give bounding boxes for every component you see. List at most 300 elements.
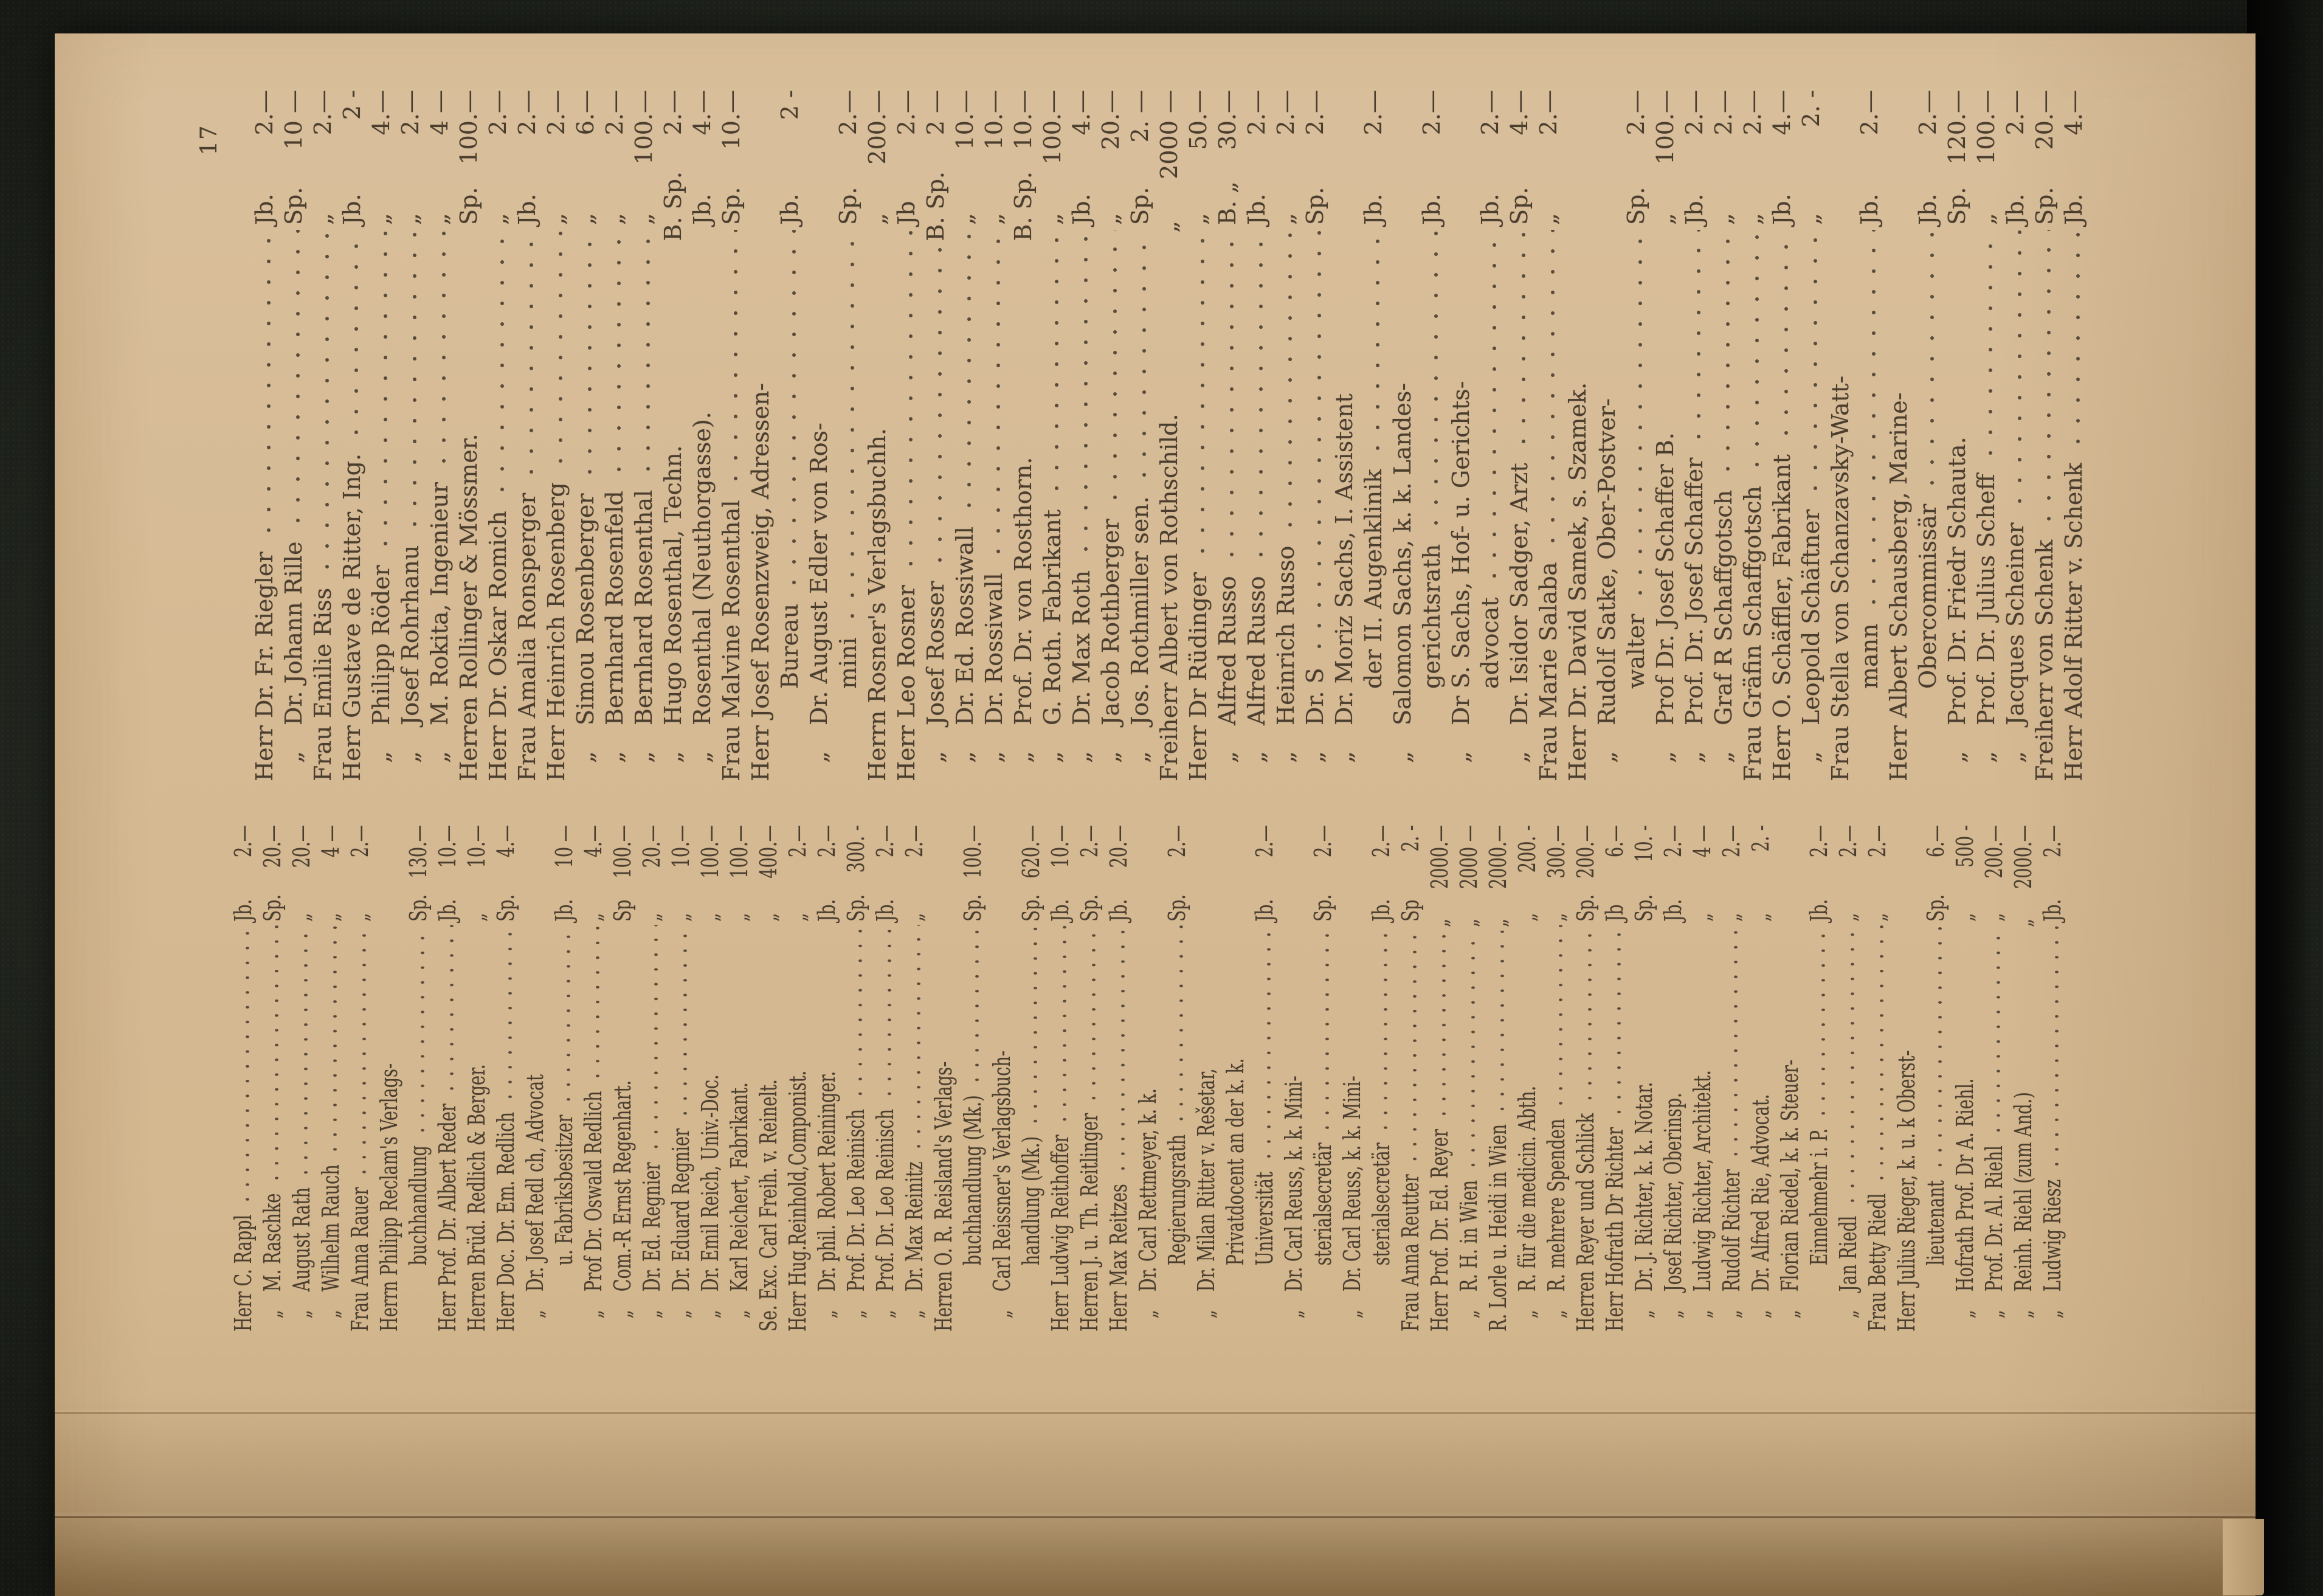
contribution-type: „ — [784, 913, 811, 922]
donor-name: Herr Josef Rosenzweig, Adressen- — [747, 382, 774, 781]
entry-line — [1892, 825, 1921, 1332]
leader-dots — [1396, 925, 1425, 1168]
entry-line — [2038, 825, 2067, 1332]
contribution-type: Jb. — [1856, 193, 1883, 225]
contribution-type: Jb. — [1660, 899, 1686, 922]
donor-name: sterialsecretär — [1368, 1142, 1395, 1266]
amount: 10 — — [280, 90, 307, 150]
amount: 620.— — [1018, 825, 1044, 879]
leader-dots — [688, 230, 717, 403]
donor-name: Herr Ludwig Reithoffer — [1047, 1135, 1074, 1332]
page-fold-crease — [55, 1412, 2256, 1414]
amount: 2.— — [230, 825, 257, 858]
amount: 20.— — [638, 825, 665, 868]
amount: 2.— — [347, 825, 373, 858]
contribution-type: Jb. — [1105, 899, 1132, 922]
amount: 4.— — [492, 825, 519, 858]
contribution-type: „ — [726, 913, 753, 922]
entry-line — [958, 825, 987, 1332]
donor-name: Philipp Röder — [368, 565, 395, 725]
contribution-type: Jb. — [230, 899, 257, 922]
ditto-mark: „ — [1710, 751, 1737, 763]
entry-line — [637, 825, 666, 1332]
amount: 4.— — [580, 825, 607, 858]
leader-dots — [1600, 925, 1629, 1121]
amount: 2.— — [601, 90, 628, 136]
contribution-type: B. Sp. — [922, 171, 949, 241]
leader-dots — [637, 925, 666, 1156]
leader-dots — [1446, 95, 1476, 373]
donor-name: Salomon Sachs, k. k. Landes- — [1389, 382, 1416, 725]
leader-dots — [1096, 230, 1125, 510]
donor-name: Freiherr von Schenk — [2031, 539, 2058, 781]
donor-name: Alfred Russo — [1243, 576, 1270, 725]
donor-name: Dr. J. Richter, k. k. Notar. — [1631, 1082, 1657, 1292]
page-number: 17 — [196, 124, 222, 156]
contribution-type: „ — [755, 913, 782, 922]
entry-line — [542, 90, 571, 781]
entry-line — [1221, 825, 1250, 1332]
entry-line — [1534, 90, 1563, 781]
amount: 4.— — [368, 90, 395, 136]
contribution-type: „ — [1747, 913, 1774, 922]
contribution-type: „ — [1097, 213, 1124, 225]
entry-line — [1980, 825, 2009, 1332]
leader-dots — [1592, 95, 1621, 390]
leader-dots — [2059, 230, 2088, 454]
contribution-type: Jb. — [1418, 193, 1445, 225]
contribution-type: Sp. — [1922, 894, 1949, 922]
leader-dots — [921, 246, 950, 573]
ditto-mark: „ — [368, 751, 395, 763]
entry-line — [1717, 825, 1746, 1332]
amount: 4.— — [1506, 90, 1533, 136]
entry-line — [1155, 90, 1184, 781]
entry-line — [608, 825, 637, 1332]
leader-dots — [1513, 925, 1542, 1079]
entry-line — [579, 825, 608, 1332]
amount: 6.— — [1601, 825, 1628, 858]
amount: 20.— — [1097, 90, 1124, 150]
entry-line — [1271, 90, 1300, 781]
amount: 2.— — [1272, 90, 1299, 136]
contribution-type: Jb. — [514, 193, 540, 225]
donor-name: Frau Gräfin Schaffgotsch — [1739, 486, 1766, 781]
ditto-mark: „ — [280, 751, 307, 763]
donor-name: advocat — [1477, 597, 1503, 689]
leader-dots — [979, 230, 1009, 564]
ditto-mark: „ — [2010, 1310, 2037, 1319]
donor-name: Jan Riedl — [1835, 1215, 1862, 1292]
donor-name: Dr. Isidor Sadger, Arzt — [1506, 463, 1533, 725]
entry-line — [950, 90, 979, 781]
leader-dots — [629, 230, 658, 482]
entry-line — [658, 90, 688, 781]
amount: 500 - — [1952, 825, 1978, 868]
entry-line — [1542, 825, 1571, 1332]
donor-name: Bureau — [776, 603, 803, 689]
contribution-type: „ — [1981, 913, 2007, 922]
entry-line — [279, 90, 308, 781]
leader-dots — [900, 925, 929, 1155]
entry-line — [462, 825, 491, 1332]
entry-line — [2001, 90, 2030, 781]
contribution-type: „ — [2010, 918, 2037, 927]
entry-line — [1513, 825, 1542, 1332]
entry-line — [754, 825, 783, 1332]
donor-name: Prof. Dr. Leo Reinisch — [872, 1108, 899, 1292]
entry-line — [1563, 90, 1592, 781]
contribution-type: Jb. — [2039, 899, 2066, 922]
leader-dots — [1942, 230, 1972, 428]
entry-line — [1913, 90, 1942, 781]
entry-line — [725, 825, 754, 1332]
entry-line — [550, 825, 579, 1332]
ditto-mark: „ — [1652, 751, 1679, 763]
contribution-type: Jb. — [1477, 193, 1503, 225]
leader-dots — [1242, 230, 1271, 567]
entry-line — [1826, 90, 1855, 781]
leader-dots — [600, 230, 629, 482]
leader-dots — [367, 230, 396, 556]
donor-name: Herr Albert Schausberg, Marine- — [1885, 392, 1912, 781]
leader-dots — [1279, 829, 1308, 1070]
amount: 2.— — [1310, 825, 1336, 858]
donor-name: Frau Emilie Riss — [309, 587, 336, 781]
leader-dots — [1067, 230, 1096, 562]
entry-line — [1425, 825, 1454, 1332]
contribution-type: Jb. — [551, 899, 578, 922]
amount: 4 — — [426, 90, 453, 136]
donor-name: handlung (Mk.) — [1018, 1136, 1044, 1266]
ditto-mark: „ — [1593, 751, 1620, 763]
contribution-type: Jb. — [1368, 899, 1395, 922]
ditto-mark: „ — [1776, 1310, 1803, 1319]
ditto-mark: „ — [1835, 1310, 1862, 1319]
leader-dots — [725, 925, 754, 1076]
donor-name: R. Lorle u. Heidi in Wien — [1485, 1124, 1511, 1332]
amount: 10 — — [551, 825, 578, 868]
donor-name: Frau Malvine Rosenthal — [718, 500, 745, 781]
contribution-type: Jb — [893, 201, 920, 225]
amount: 2 - — [776, 90, 803, 120]
entry-line — [812, 825, 841, 1332]
leader-dots — [1950, 925, 1980, 1072]
donor-name: Jacob Rothberger — [1097, 519, 1124, 725]
entry-line — [1038, 90, 1067, 781]
leader-dots — [929, 829, 958, 1055]
leader-dots — [316, 925, 345, 1158]
contribution-type: Sp. — [1631, 894, 1657, 922]
entry-line — [629, 90, 658, 781]
ditto-mark: „ — [951, 751, 978, 763]
entry-line — [1417, 90, 1446, 781]
leader-dots — [775, 230, 804, 595]
entry-line — [1950, 825, 1980, 1332]
donor-name: Dr. Josef Redl ch, Advocat — [522, 1074, 548, 1292]
donor-name: mann — [1856, 623, 1883, 689]
contribution-type: „ — [981, 213, 1007, 225]
entry-line — [1162, 825, 1192, 1332]
amount: 200.— — [1572, 825, 1599, 879]
leader-dots — [1921, 925, 1950, 1174]
ditto-mark: „ — [989, 1310, 1015, 1319]
donor-name: Einnehmehr i. P. — [1806, 1128, 1832, 1266]
entry-line — [1834, 825, 1863, 1332]
leader-dots — [1746, 925, 1775, 1088]
entry-line — [871, 825, 900, 1332]
contribution-type: „ — [485, 213, 511, 225]
contribution-type: Sp. — [405, 894, 432, 922]
entry-line — [404, 825, 433, 1332]
entry-line — [1075, 825, 1104, 1332]
amount: 10. - — [1631, 825, 1657, 863]
entry-line — [921, 90, 950, 781]
leader-dots — [1863, 925, 1892, 1187]
scanned-page-paper — [55, 33, 2256, 1596]
leader-dots — [863, 230, 892, 420]
entry-line — [1738, 90, 1767, 781]
leader-dots — [841, 925, 871, 1102]
entry-line — [1308, 825, 1338, 1332]
donor-name: Herr Dr. Oskar Romich — [485, 511, 511, 781]
amount: 4 — — [1689, 825, 1716, 858]
donor-name: Dr. S — [1302, 668, 1328, 725]
entry-line — [308, 90, 337, 781]
entry-line — [229, 825, 258, 1332]
donor-name: walter — [1623, 613, 1649, 689]
contribution-type: Jb. — [689, 193, 716, 225]
amount: 6.— — [1922, 825, 1949, 858]
contribution-type: Sp. — [959, 894, 986, 922]
leader-dots — [696, 925, 725, 1068]
ditto-mark: „ — [1455, 1310, 1482, 1319]
entry-line — [1388, 90, 1417, 781]
donor-name: Frau Stella von Schanzavsky-Watt- — [1827, 375, 1854, 781]
leader-dots — [1417, 230, 1446, 536]
leader-dots — [1162, 925, 1192, 1128]
entry-line — [2009, 825, 2038, 1332]
contribution-type: Jb. — [2060, 193, 2087, 225]
amount: 10.— — [668, 825, 694, 868]
donor-name: sterialsecretär — [1310, 1142, 1336, 1266]
leader-dots — [250, 230, 279, 543]
leader-dots — [550, 925, 579, 1108]
donor-name: Herr Max Reitzes — [1105, 1184, 1132, 1332]
donor-name: Reinh. Riehl (zum And.) — [2010, 1092, 2037, 1292]
ditto-mark: „ — [580, 1310, 607, 1319]
leader-dots — [1338, 829, 1367, 1070]
contribution-type: „ — [347, 913, 373, 922]
contribution-type: Sp. — [1127, 187, 1153, 225]
entry-line — [1855, 90, 1884, 781]
donor-name: Hofrath Prof. Dr A. Riehl. — [1952, 1078, 1978, 1292]
ditto-mark: „ — [1193, 1310, 1220, 1319]
entry-line — [1184, 90, 1213, 781]
amount: 2.— — [1076, 825, 1103, 858]
amount: 2.— — [2039, 825, 2066, 858]
leader-dots — [1972, 230, 2001, 466]
leader-dots — [1213, 230, 1242, 567]
entry-line — [1213, 90, 1242, 781]
donor-name: R. mehrere Spenden — [1543, 1118, 1570, 1292]
donor-name: Dr. Moriz Sachs, I. Assistent — [1331, 393, 1358, 725]
amount: 2.— — [397, 90, 424, 136]
leader-dots — [958, 925, 987, 1089]
contribution-type: Sp. — [2031, 187, 2058, 225]
entry-line — [1279, 825, 1308, 1332]
leader-dots — [1680, 230, 1709, 449]
entry-line — [1330, 90, 1359, 781]
ditto-mark: „ — [1127, 751, 1153, 763]
page-fold-crease — [55, 1516, 2256, 1518]
donor-name: Herren O. R. Reisland's Verlags- — [930, 1061, 957, 1332]
amount: 30.— — [1214, 90, 1241, 150]
donor-name: Prof. Dr. von Rosthorn. — [1010, 457, 1037, 725]
donor-name: Herr Prof. Dr. Ed. Reyer — [1426, 1129, 1453, 1332]
ditto-mark: „ — [1068, 751, 1095, 763]
leader-dots — [1038, 230, 1067, 501]
ditto-mark: „ — [572, 751, 599, 763]
donor-name: Herren Brüd. Redlich & Berger. — [463, 1064, 490, 1332]
contribution-type: Jb. — [339, 193, 365, 225]
donor-name: Herr Prof. Dr. Albert Reder — [434, 1104, 461, 1332]
leader-dots — [2038, 925, 2067, 1173]
leader-dots — [1571, 925, 1600, 1107]
amount: 2.— — [1864, 825, 1891, 858]
ditto-mark: „ — [1010, 751, 1037, 763]
leader-dots — [1709, 230, 1738, 482]
ditto-mark: „ — [1944, 751, 1970, 763]
contribution-type: „ — [580, 913, 607, 922]
ditto-mark: „ — [922, 751, 949, 763]
leader-dots — [1308, 925, 1338, 1136]
entry-line — [520, 825, 550, 1332]
amount: 10.— — [1010, 90, 1037, 150]
entry-line — [1863, 825, 1892, 1332]
entry-line — [425, 90, 454, 781]
contribution-type: „ — [463, 913, 490, 922]
contribution-type: Jb. — [1769, 193, 1795, 225]
amount: 6.— — [572, 90, 599, 136]
entry-line — [783, 825, 812, 1332]
amount: 2.— — [514, 90, 540, 136]
donor-name: Ludwig Riesz — [2039, 1179, 2066, 1292]
leader-dots — [1797, 230, 1826, 501]
donor-name: Herr Gustave de Ritter, Ing. — [339, 453, 365, 781]
leader-dots — [1184, 230, 1213, 564]
ditto-mark: „ — [1747, 1310, 1774, 1319]
donor-name: Herr Hofrath Dr Richter — [1601, 1127, 1628, 1332]
leader-dots — [462, 925, 491, 1058]
ditto-mark: „ — [1331, 751, 1358, 763]
leader-dots — [579, 925, 608, 1085]
amount: 100.— — [959, 825, 986, 879]
amount: 120.— — [1944, 90, 1970, 165]
donor-name: Frau Amalia Ronsperger — [514, 492, 540, 781]
leader-dots — [2009, 931, 2038, 1086]
amount: 2.— — [660, 90, 686, 136]
amount: 100.— — [1039, 90, 1066, 165]
donor-name: Herren Reyer und Schlick — [1572, 1113, 1599, 1332]
donor-name: G. Roth. Fabrikant — [1039, 509, 1066, 725]
leader-dots — [1738, 230, 1767, 477]
ditto-mark: „ — [1973, 751, 2000, 763]
amount: 2.— — [1360, 90, 1387, 136]
donor-name: Dr. Max Reinitz — [901, 1161, 928, 1292]
ditto-mark: „ — [1097, 751, 1124, 763]
amount: 200.— — [1981, 825, 2007, 879]
entry-line — [1009, 90, 1038, 781]
contribution-type: Jb. — [1243, 193, 1270, 225]
leader-dots — [1192, 829, 1221, 1062]
contribution-type: „ — [397, 213, 424, 225]
contribution-type: Sp. — [843, 894, 869, 922]
leader-dots — [1104, 925, 1133, 1178]
contribution-type: „ — [572, 213, 599, 225]
donor-name: August Rath — [288, 1187, 315, 1292]
contribution-type: Sp — [609, 899, 636, 922]
donor-name: Prof. Dr. Julius Scheff — [1973, 474, 2000, 725]
ditto-mark: „ — [981, 751, 1007, 763]
leader-dots — [1826, 95, 1855, 367]
contribution-type: Jb — [1601, 904, 1628, 922]
leader-dots — [425, 230, 454, 474]
ditto-mark: „ — [1134, 1310, 1161, 1319]
leader-dots — [1425, 931, 1454, 1123]
entry-line — [834, 90, 863, 781]
ditto-mark: „ — [813, 1310, 840, 1319]
ditto-mark: „ — [901, 1310, 928, 1319]
leader-dots — [571, 230, 600, 485]
contribution-type: B. Sp. — [1010, 171, 1037, 241]
amount: 2000 — — [1455, 825, 1482, 889]
leader-dots — [1017, 925, 1046, 1130]
contribution-type: Sp. — [1076, 894, 1103, 922]
contribution-type: „ — [1514, 913, 1541, 922]
ditto-mark: „ — [726, 1310, 753, 1319]
entry-line — [1775, 825, 1804, 1332]
entry-line — [600, 90, 629, 781]
leader-dots — [1980, 925, 2009, 1139]
donor-name: Prof Dr. Josef Schaffer B. — [1652, 432, 1679, 725]
contribution-type: „ — [1835, 913, 1862, 922]
amount: 2.— — [309, 90, 336, 136]
entry-line — [717, 90, 746, 781]
entry-line — [1505, 90, 1534, 781]
entry-line — [1396, 825, 1425, 1332]
contribution-type: „ — [288, 913, 315, 922]
contribution-type: „ — [1652, 213, 1679, 225]
leader-dots — [308, 230, 337, 579]
entry-line — [1571, 825, 1600, 1332]
leader-dots — [1621, 230, 1651, 606]
contribution-type: „ — [1543, 913, 1570, 922]
donor-name: Herren Rollinger & Mössmer. — [455, 434, 482, 781]
amount: 4.— — [2060, 90, 2087, 136]
donor-name: mini — [835, 637, 861, 689]
entry-line — [1921, 825, 1950, 1332]
donor-name: Herrn Philipp Reclam's Verlags- — [376, 1063, 402, 1332]
leader-dots — [783, 925, 812, 1064]
contribution-type: „ — [1426, 918, 1453, 927]
leader-dots — [279, 230, 308, 533]
ditto-mark: „ — [689, 751, 716, 763]
entry-line — [688, 90, 717, 781]
entry-line — [316, 825, 345, 1332]
entry-line — [987, 825, 1017, 1332]
ditto-mark: „ — [668, 1310, 694, 1319]
